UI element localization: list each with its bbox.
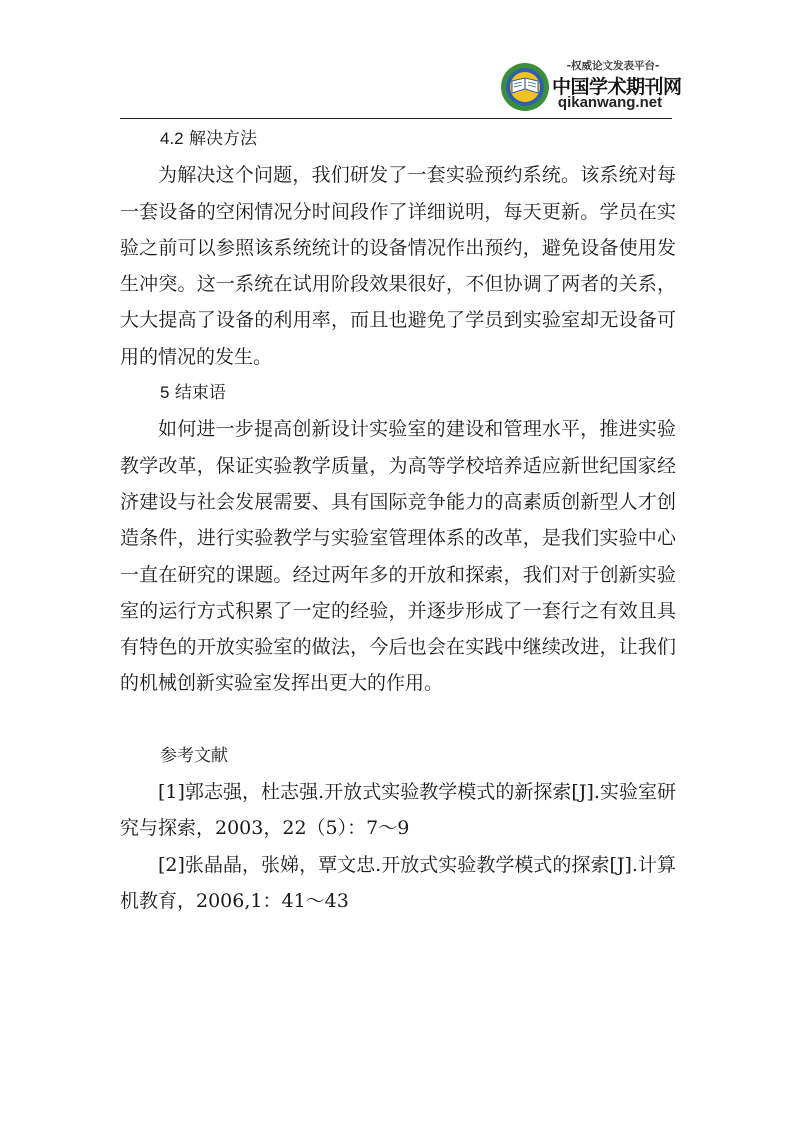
- section-number: 5: [160, 383, 170, 403]
- section-paragraph: 为解决这个问题，我们研发了一套实验预约系统。该系统对每一套设备的空闲情况分时间段作了详细说明，每天更新。学员在实验之前可以参照该系统统计的设备情况作出预约，避免设备使用发生冲突。这一系统在试用阶段效果很好，不但协调了两者的关系，大大提高了设备的利用率，而且也避免了学员到实验室却无设备可用的情况的发生。: [120, 164, 676, 368]
- logo-url: qikanwang.net: [557, 94, 663, 111]
- references-title: 参考文献: [160, 745, 228, 766]
- section-heading-4-2: [120, 121, 676, 157]
- logo-tagline: -权威论文发表平台-: [566, 60, 660, 72]
- section-number: 4.2: [160, 129, 184, 148]
- section-title: 解决方法: [189, 129, 258, 149]
- logo-name: 中国学术期刊网: [552, 76, 682, 98]
- reference-item: [1]郭志强，杜志强.开放式实验教学模式的新探索[J].实验室研究与探索，2003，22（5）：7～9: [120, 781, 676, 840]
- journal-logo: [500, 56, 682, 112]
- spacer: [120, 702, 676, 738]
- emblem-icon: [500, 62, 550, 112]
- page-header: [120, 56, 682, 119]
- section-title: 结束语: [174, 383, 226, 404]
- section-paragraph: 如何进一步提高创新设计实验室的建设和管理水平，推进实验教学改革，保证实验教学质量，为高等学校培养适应新世纪国家经济建设与社会发展需要、具有国际竞争能力的高素质创新型人才创造条件，进行实验教学与实验室管理体系的改革，是我们实验中心一直在研究的课题。经过两年多的开放和探索，我们对于创新实验室的运行方式积累了一定的经验，并逐步形成了一套行之有效且具有特色的开放实验室的做法，今后也会在实践中继续改进，让我们的机械创新实验室发挥出更大的作用。: [120, 418, 676, 695]
- document-body: [120, 121, 676, 919]
- section-heading-5: [120, 375, 676, 411]
- reference-item: [2]张晶晶，张娣，覃文忠.开放式实验教学模式的探索[J].计算机教育，2006,1：41～43: [120, 853, 676, 912]
